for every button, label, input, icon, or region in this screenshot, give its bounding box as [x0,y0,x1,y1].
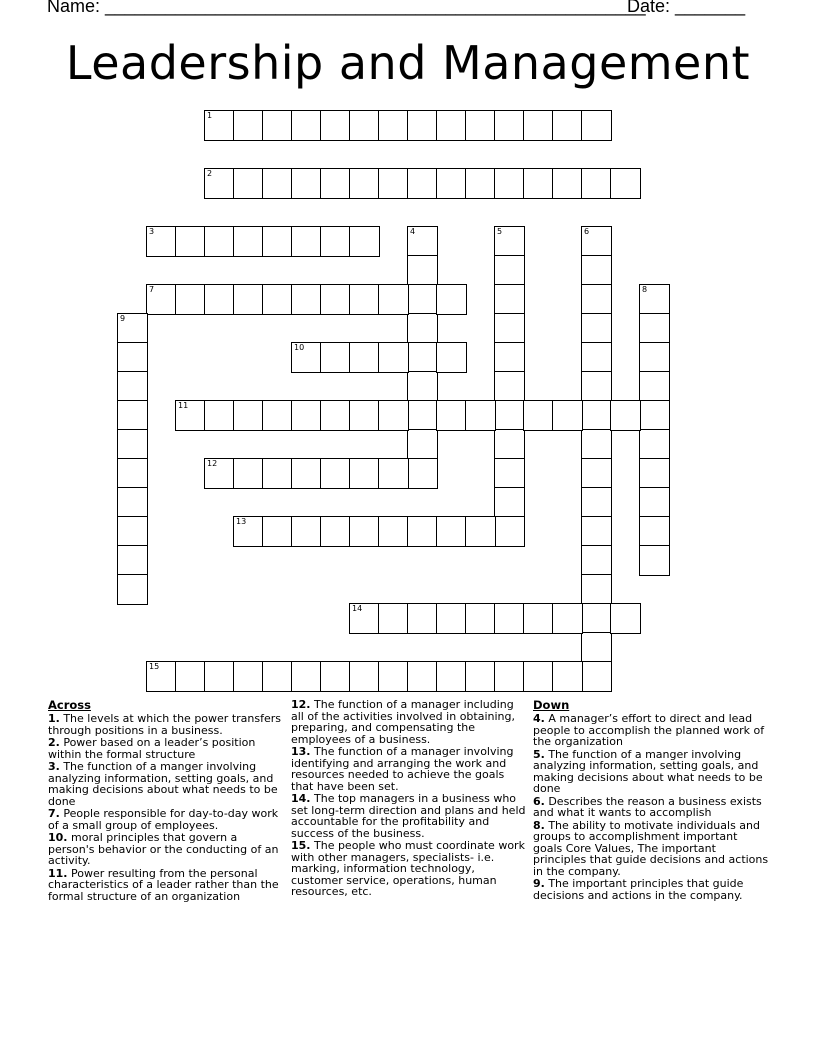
crossword-cell[interactable] [552,400,583,431]
crossword-cell[interactable] [610,603,641,634]
crossword-cell[interactable] [436,516,467,547]
crossword-cell[interactable] [407,458,438,489]
across-clue [48,737,284,760]
crossword-cell[interactable] [204,400,235,431]
down-heading: Down [533,698,570,712]
crossword-cell[interactable] [378,661,409,692]
clue-text: Describes the reason a business exists and what it wants to accomplish [533,794,762,819]
crossword-cell[interactable] [523,168,554,199]
across-clues-column [48,699,284,903]
clue-text: The important principles that guide decisions and actions in the company. [533,877,744,902]
crossword-cell[interactable] [552,603,583,634]
clue-text: People responsible for day-to-day work of a small group of employees. [48,807,279,832]
crossword-cell[interactable] [465,603,496,634]
crossword-cell[interactable] [117,545,148,576]
crossword-cell[interactable] [407,661,438,692]
clue-number: 8. [533,818,545,832]
crossword-cell[interactable] [117,400,148,431]
crossword-cell[interactable] [175,661,206,692]
crossword-cell[interactable] [407,110,438,141]
crossword-cell[interactable] [523,400,554,431]
crossword-cell[interactable] [204,661,235,692]
crossword-cell[interactable] [552,168,583,199]
crossword-cell[interactable] [581,342,612,373]
clue-text: The function of a manager including all of the activities involved in obtaining, preparing, and compensating the employees of a business. [291,698,515,746]
crossword-cell[interactable] [349,168,380,199]
crossword-cell[interactable] [523,603,554,634]
clue-text: The function of a manager involving identifying and arranging the work and resources needed to achieve the goals that have been set. [291,745,514,793]
crossword-cell[interactable] [581,110,612,141]
down-clue [533,878,769,901]
clue-text: The function of a manger involving analyzing information, setting goals, and making decisions about what needs to be done [48,760,278,808]
crossword-cell[interactable] [262,168,293,199]
across-clues-column-continued [291,699,527,899]
clue-number-label: 8 [642,285,648,294]
crossword-cell[interactable] [581,168,612,199]
crossword-cell[interactable] [291,168,322,199]
crossword-cell[interactable] [146,226,177,257]
crossword-cell[interactable] [494,313,525,344]
clue-number-label: 3 [149,227,155,236]
crossword-cell[interactable] [581,284,612,315]
crossword-cell[interactable] [552,661,583,692]
name-field-line: Name: ______________________________________________________ [47,0,646,16]
crossword-cell[interactable] [407,255,438,286]
clue-text: The function of a manger involving analyzing information, setting goals, and making decisions about what needs to be done [533,747,763,795]
clue-number-label: 12 [207,459,218,468]
crossword-cell[interactable] [291,458,322,489]
clue-number: 6. [533,794,545,808]
crossword-cell[interactable] [465,168,496,199]
crossword-cell[interactable] [320,400,351,431]
crossword-cell[interactable] [291,342,322,373]
crossword-cell[interactable] [320,110,351,141]
clue-text: The top managers in a business who set long-term direction and plans and held accountable for the profitability and success of the business. [291,792,526,840]
crossword-cell[interactable] [262,458,293,489]
crossword-cell[interactable] [117,516,148,547]
crossword-cell[interactable] [639,313,670,344]
crossword-cell[interactable] [204,110,235,141]
crossword-cell[interactable] [146,661,177,692]
crossword-cell[interactable] [320,168,351,199]
across-clue [48,868,284,903]
crossword-cell[interactable] [407,313,438,344]
crossword-cell[interactable] [262,661,293,692]
clue-number: 2. [48,736,60,749]
crossword-cell[interactable] [639,429,670,460]
crossword-cell[interactable] [494,487,525,518]
crossword-cell[interactable] [291,284,322,315]
crossword-cell[interactable] [581,632,612,663]
crossword-cell[interactable] [117,313,148,344]
crossword-cell[interactable] [436,168,467,199]
clue-text: The ability to motivate individuals and groups to accomplishment important goals Core Values, The important principles that guide decisions and actions in the company. [533,818,769,878]
crossword-cell[interactable] [436,661,467,692]
across-clue [291,699,527,745]
crossword-cell[interactable] [349,400,380,431]
crossword-cell[interactable] [581,313,612,344]
crossword-cell[interactable] [581,661,612,692]
crossword-cell[interactable] [378,168,409,199]
clue-text: The people who must coordinate work with other managers, specialists- i.e. marking, information technology, customer service, operations, human resources, etc. [291,839,525,898]
crossword-cell[interactable] [291,661,322,692]
crossword-cell[interactable] [349,342,380,373]
crossword-cell[interactable] [639,487,670,518]
crossword-cell[interactable] [494,284,525,315]
down-clue [533,820,769,878]
crossword-cell[interactable] [320,226,351,257]
crossword-cell[interactable] [378,284,409,315]
crossword-cell[interactable] [581,516,612,547]
crossword-cell[interactable] [494,661,525,692]
crossword-cell[interactable] [581,545,612,576]
crossword-cell[interactable] [117,371,148,402]
crossword-cell[interactable] [610,168,641,199]
crossword-cell[interactable] [233,661,264,692]
clue-text: A manager’s effort to direct and lead people to accomplish the planned work of the organization [533,712,765,748]
crossword-cell[interactable] [639,545,670,576]
crossword-cell[interactable] [204,284,235,315]
crossword-cell[interactable] [407,516,438,547]
clue-number-label: 6 [584,227,590,236]
crossword-cell[interactable] [407,400,438,431]
crossword-cell[interactable] [233,516,264,547]
clue-number: 11. [48,866,68,880]
crossword-cell[interactable] [117,574,148,605]
clue-number-label: 7 [149,285,155,294]
crossword-cell[interactable] [610,400,641,431]
crossword-cell[interactable] [581,487,612,518]
clue-text: Power based on a leader’s position within the formal structure [48,736,256,761]
clue-number: 13. [291,745,311,758]
down-clue [533,796,769,819]
crossword-cell[interactable] [639,400,670,431]
crossword-cell[interactable] [378,458,409,489]
crossword-cell[interactable] [349,458,380,489]
crossword-cell[interactable] [378,400,409,431]
crossword-cell[interactable] [291,400,322,431]
across-clue [291,840,527,898]
clue-text: moral principles that govern a person's behavior or the conducting of an activity. [48,831,279,867]
crossword-cell[interactable] [262,516,293,547]
crossword-cell[interactable] [639,516,670,547]
crossword-cell[interactable] [494,110,525,141]
crossword-cell[interactable] [581,371,612,402]
clue-number: 1. [48,712,60,725]
down-clue [533,749,769,795]
crossword-cell[interactable] [407,371,438,402]
crossword-cell[interactable] [204,458,235,489]
crossword-cell[interactable] [465,661,496,692]
clue-number: 15. [291,839,311,852]
crossword-cell[interactable] [349,516,380,547]
crossword-cell[interactable] [639,371,670,402]
crossword-cell[interactable] [581,429,612,460]
crossword-cell[interactable] [262,400,293,431]
crossword-cell[interactable] [349,603,380,634]
crossword-cell[interactable] [262,110,293,141]
clue-number-label: 11 [178,401,189,410]
crossword-cell[interactable] [494,255,525,286]
crossword-cell[interactable] [639,284,670,315]
clue-number-label: 13 [236,517,247,526]
clue-number-label: 1 [207,111,213,120]
clue-number: 12. [291,698,311,711]
crossword-cell[interactable] [639,342,670,373]
across-clue [48,761,284,807]
clue-text: The levels at which the power transfers through positions in a business. [48,712,281,737]
crossword-cell[interactable] [117,342,148,373]
crossword-cell[interactable] [291,516,322,547]
crossword-cell[interactable] [233,168,264,199]
crossword-cell[interactable] [117,458,148,489]
crossword-cell[interactable] [494,429,525,460]
crossword-cell[interactable] [291,110,322,141]
crossword-cell[interactable] [262,226,293,257]
clue-number: 7. [48,807,60,820]
date-field-line: Date: _______ [627,0,746,16]
crossword-cell[interactable] [494,603,525,634]
across-clue [48,832,284,867]
crossword-cell[interactable] [146,284,177,315]
across-clue [48,808,284,831]
crossword-cell[interactable] [378,110,409,141]
down-clue [533,713,769,748]
across-heading: Across [48,698,91,712]
crossword-cell[interactable] [581,458,612,489]
crossword-cell[interactable] [639,458,670,489]
crossword-cell[interactable] [320,284,351,315]
crossword-cell[interactable] [581,255,612,286]
crossword-cell[interactable] [552,110,583,141]
crossword-cell[interactable] [494,371,525,402]
clue-number-label: 10 [294,343,305,352]
crossword-cell[interactable] [494,226,525,257]
clue-number: 9. [533,877,545,890]
clue-number-label: 2 [207,169,213,178]
crossword-cell[interactable] [349,284,380,315]
across-clue [291,746,527,792]
crossword-cell[interactable] [320,661,351,692]
down-clues-column [533,699,769,902]
clue-number: 5. [533,747,545,761]
crossword-cell[interactable] [465,400,496,431]
crossword-cell[interactable] [581,574,612,605]
crossword-cell[interactable] [320,342,351,373]
crossword-cell[interactable] [436,400,467,431]
crossword-cell[interactable] [494,342,525,373]
across-clue [48,713,284,736]
crossword-cell[interactable] [465,516,496,547]
crossword-cell[interactable] [494,400,525,431]
crossword-cell[interactable] [320,516,351,547]
clue-number: 14. [291,792,311,805]
clue-number-label: 14 [352,604,363,613]
crossword-cell[interactable] [320,458,351,489]
crossword-cell[interactable] [436,284,467,315]
crossword-cell[interactable] [494,168,525,199]
crossword-cell[interactable] [233,400,264,431]
clue-number-label: 5 [497,227,503,236]
crossword-cell[interactable] [465,110,496,141]
crossword-cell[interactable] [262,284,293,315]
crossword-cell[interactable] [204,168,235,199]
page-title: Leadership and Management [65,36,751,90]
crossword-cell[interactable] [349,226,380,257]
crossword-cell[interactable] [581,226,612,257]
crossword-cell[interactable] [378,342,409,373]
crossword-cell[interactable] [175,226,206,257]
crossword-cell[interactable] [233,284,264,315]
crossword-cell[interactable] [523,661,554,692]
crossword-cell[interactable] [204,226,235,257]
crossword-cell[interactable] [581,400,612,431]
crossword-cell[interactable] [117,429,148,460]
clue-number: 10. [48,831,68,844]
crossword-cell[interactable] [407,168,438,199]
crossword-cell[interactable] [233,226,264,257]
crossword-cell[interactable] [175,400,206,431]
clue-number: 3. [48,760,60,773]
crossword-cell[interactable] [233,110,264,141]
crossword-cell[interactable] [233,458,264,489]
crossword-cell[interactable] [117,487,148,518]
crossword-cell[interactable] [378,516,409,547]
crossword-cell[interactable] [378,603,409,634]
crossword-cell[interactable] [494,458,525,489]
crossword-cell[interactable] [436,342,467,373]
crossword-cell[interactable] [436,603,467,634]
crossword-cell[interactable] [291,226,322,257]
crossword-cell[interactable] [175,284,206,315]
crossword-cell[interactable] [407,284,438,315]
crossword-cell[interactable] [494,516,525,547]
clue-text: Power resulting from the personal characteristics of a leader rather than the formal structure of an organization [48,866,279,903]
crossword-cell[interactable] [523,110,554,141]
clue-number: 4. [533,712,545,725]
crossword-cell[interactable] [407,429,438,460]
crossword-cell[interactable] [407,226,438,257]
crossword-cell[interactable] [349,661,380,692]
crossword-cell[interactable] [436,110,467,141]
clue-number-label: 4 [410,227,416,236]
crossword-cell[interactable] [581,603,612,634]
clue-number-label: 15 [149,662,160,671]
crossword-cell[interactable] [407,603,438,634]
crossword-cell[interactable] [349,110,380,141]
clue-number-label: 9 [120,314,126,323]
crossword-cell[interactable] [407,342,438,373]
across-clue [291,793,527,839]
